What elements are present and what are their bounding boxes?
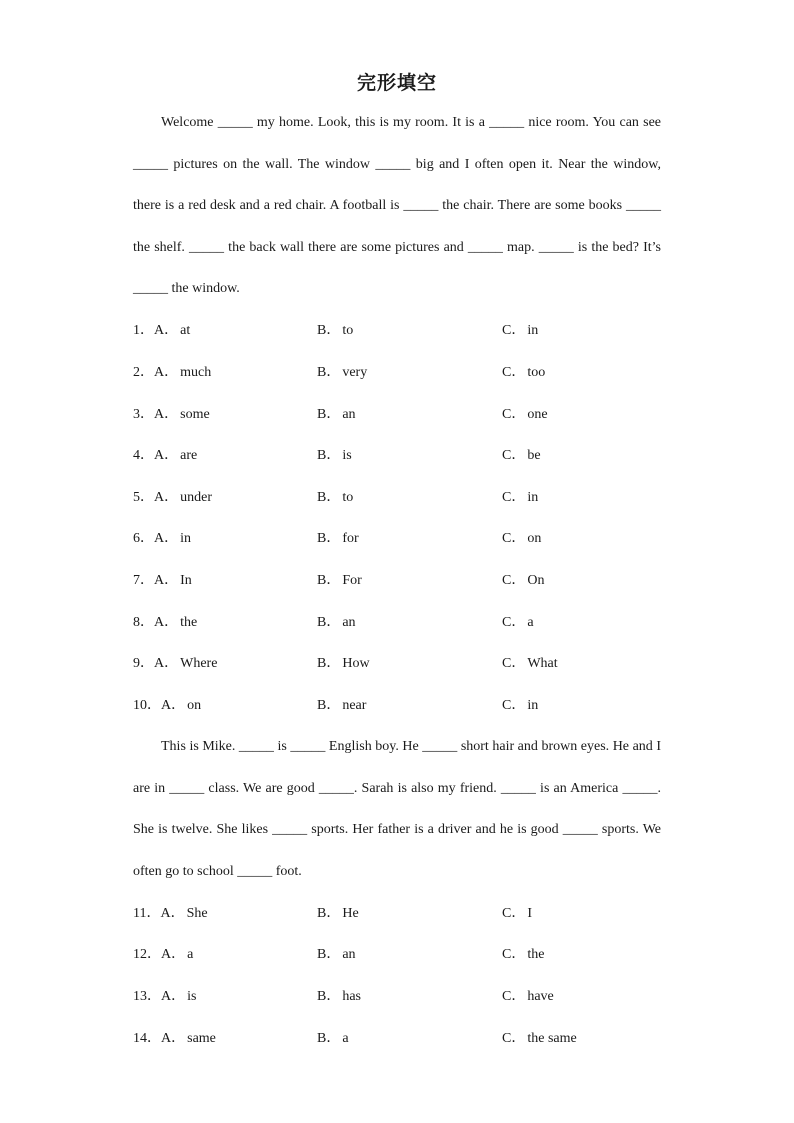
option-letter-b: B ． [317,490,340,505]
option-letter-a: A ． [154,448,178,463]
option-letter-a: A ． [154,323,178,338]
option-letter-a: A ． [154,365,178,380]
option-a: In [180,573,192,588]
option-c: What [527,656,558,671]
option-letter-c: C ． [502,947,525,962]
option-letter-a: A ． [161,698,185,713]
option-letter-b: B ． [317,448,340,463]
question-row [133,320,661,342]
question-row [133,445,661,467]
option-a: a [187,947,194,962]
question-row [133,903,661,925]
question-row [133,487,661,509]
question-row [133,404,661,426]
option-letter-a: A ． [154,656,178,671]
question-row [133,986,661,1008]
question-row [133,528,661,550]
option-letter-a: A ． [154,573,178,588]
option-letter-c: C ． [502,906,525,921]
option-letter-b: B ． [317,906,340,921]
option-c: too [527,365,546,380]
option-letter-b: B ． [317,989,340,1004]
option-letter-c: C ． [502,448,525,463]
option-letter-a: A ． [161,947,185,962]
option-a: is [187,989,197,1004]
option-b: to [342,490,354,505]
option-letter-c: C ． [502,698,525,713]
question-row [133,570,661,592]
question-number: 1 ． [133,323,154,338]
option-a: on [187,698,202,713]
option-a: She [186,906,208,921]
option-letter-b: B ． [317,656,340,671]
option-b: How [342,656,370,671]
option-c: on [527,531,542,546]
option-a: are [180,448,198,463]
option-letter-a: A ． [154,531,178,546]
passage-1: Welcome _____ my home. Look, this is my room. It is a _____ nice room. You can see _____ pictures on the wall. The window _____ big and I often open it. Near the window, there is a red desk and a red chair. A football is _____ the chair. There are some books _____ the shelf. _____ the back wall there are some pictures and _____ map. _____ is the bed? It’s _____ the window. [133,115,661,297]
option-b: He [342,906,359,921]
option-b: is [342,448,352,463]
question-row [133,1028,661,1050]
option-a: under [180,490,213,505]
option-letter-b: B ． [317,573,340,588]
question-number: 5 ． [133,490,154,505]
option-a: same [187,1031,216,1046]
option-letter-b: B ． [317,531,340,546]
option-b: an [342,407,356,422]
option-c: On [527,573,545,588]
option-letter-c: C ． [502,323,525,338]
option-a: Where [180,656,218,671]
option-letter-c: C ． [502,365,525,380]
option-letter-c: C ． [502,407,525,422]
option-letter-c: C ． [502,989,525,1004]
option-letter-b: B ． [317,1031,340,1046]
option-c: the same [527,1031,577,1046]
passage-2: This is Mike. _____ is _____ English boy. He _____ short hair and brown eyes. He and I are in _____ class. We are good _____. Sarah is also my friend. _____ is an America _____. She is twelve. She likes _____ sports. Her father is a driver and he is good _____ sports. We often go to school _____ foot. [133,739,661,879]
option-b: an [342,947,356,962]
option-letter-b: B ． [317,407,340,422]
option-letter-a: A ． [160,906,184,921]
option-letter-b: B ． [317,698,340,713]
page-title: 完形填空 [356,72,437,94]
question-number: 9 ． [133,656,154,671]
option-letter-c: C ． [502,615,525,630]
option-letter-b: B ． [317,615,340,630]
question-number: 8 ． [133,615,154,630]
question-row [133,612,661,634]
question-number: 11 ． [133,906,160,921]
option-letter-c: C ． [502,1031,525,1046]
option-b: a [342,1031,349,1046]
question-number: 13 ． [133,989,161,1004]
option-c: be [527,448,541,463]
option-a: much [180,365,212,380]
question-row [133,362,661,384]
question-number: 7 ． [133,573,154,588]
option-letter-a: A ． [161,1031,185,1046]
option-letter-c: C ． [502,656,525,671]
question-number: 2 ． [133,365,154,380]
option-b: near [342,698,367,713]
option-a: at [180,323,191,338]
option-letter-c: C ． [502,490,525,505]
option-letter-a: A ． [154,490,178,505]
option-c: a [527,615,534,630]
option-letter-b: B ． [317,323,340,338]
option-b: For [342,573,362,588]
question-number: 10 ． [133,698,161,713]
question-number: 4 ． [133,448,154,463]
option-a: in [180,531,192,546]
option-c: in [527,698,539,713]
option-b: very [342,365,368,380]
option-letter-a: A ． [161,989,185,1004]
question-number: 14 ． [133,1031,161,1046]
question-number: 3 ． [133,407,154,422]
option-c: I [527,906,533,921]
question-number: 6 ． [133,531,154,546]
option-c: one [527,407,548,422]
option-b: to [342,323,354,338]
question-row [133,695,661,717]
option-letter-c: C ． [502,531,525,546]
option-b: for [342,531,359,546]
option-b: has [342,989,362,1004]
option-c: have [527,989,554,1004]
option-a: the [180,615,198,630]
option-letter-c: C ． [502,573,525,588]
option-letter-b: B ． [317,365,340,380]
question-number: 12 ． [133,947,161,962]
option-b: an [342,615,356,630]
option-letter-b: B ． [317,947,340,962]
option-letter-a: A ． [154,615,178,630]
option-letter-a: A ． [154,407,178,422]
question-row [133,944,661,966]
option-a: some [180,407,210,422]
option-c: in [527,323,539,338]
option-c: in [527,490,539,505]
option-c: the [527,947,545,962]
question-row [133,653,661,675]
